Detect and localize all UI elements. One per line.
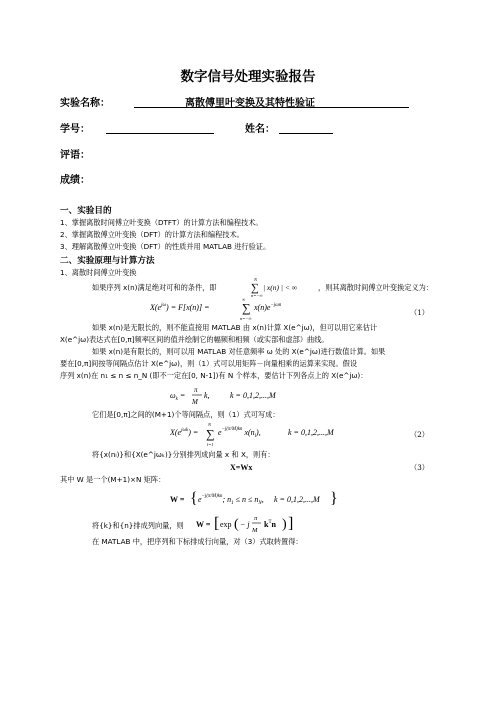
score-label: 成绩： <box>60 175 90 186</box>
svg-text:| x(n) | < ∞: | x(n) | < ∞ <box>263 283 298 292</box>
equation-w-vector <box>196 511 306 537</box>
svg-text:M: M <box>252 527 258 534</box>
svg-text:(: ( <box>234 517 239 532</box>
svg-text:}: } <box>330 490 338 507</box>
objective-item-3: 3、理解离散傅立叶变换（DFT）的性质并用 MATLAB 进行验证。 <box>60 242 271 251</box>
svg-text:k = 0,1,2,...,M: k = 0,1,2,...,M <box>288 428 334 437</box>
svg-text:∑: ∑ <box>251 282 259 294</box>
paragraph-3-line-2: 要在[0,π]间按等间隔点估计 X(e^jω)，则（1）式可以用矩阵－向量相乘的运算来实现。假设 <box>60 359 358 368</box>
svg-text:X(ejωk) =: $X(e^{j\omega k})$ = <box>170 428 199 437</box>
svg-text:[: [ <box>214 515 220 532</box>
paragraph-6: 其中 W 是一个(M+1)×N 矩阵： <box>60 475 166 484</box>
svg-text:kTn: $k^Tn$ <box>264 520 276 529</box>
svg-text:n=−∞: n=−∞ <box>240 316 252 321</box>
svg-text:l=1: l=1 <box>207 442 214 447</box>
svg-text:k,: k, <box>204 391 210 400</box>
paragraph-2-line-2: X(e^jω)表达式在[0,π]频率区间的值并绘制它的幅频和相频（或实部和虚部）曲线。 <box>60 335 329 344</box>
svg-text:N: N <box>208 422 212 427</box>
svg-text:M: M <box>192 398 198 406</box>
svg-text:x(n)e−jωn: $x(n)e^{-j\omega n}$ <box>254 303 282 312</box>
svg-text:ωk =: $\omega_k$ = <box>170 391 186 402</box>
svg-text:∑: ∑ <box>206 427 215 441</box>
svg-text:exp: exp <box>220 520 232 529</box>
svg-text:π: π <box>254 515 258 522</box>
svg-text:− j: − j <box>240 520 250 529</box>
paragraph-4: 它们是[0,π]之间的(M+1)个等间隔点，则（1）式可写成： <box>92 410 280 419</box>
svg-text:∑: ∑ <box>242 301 251 315</box>
paragraph-5: 将{x(nₗ)}和{X(e^jωₖ)}分别排列成向量 x 和 X，则有： <box>92 450 275 459</box>
equation-1 <box>150 296 300 322</box>
equation-w-matrix <box>170 486 340 512</box>
svg-text:n=−∞: n=−∞ <box>251 293 263 298</box>
svg-text:k = 0,1,2,...,M: k = 0,1,2,...,M <box>230 391 276 400</box>
student-id-label: 学号： <box>60 124 90 135</box>
experiment-name-value: 离散傅里叶变换及其特性验证 <box>185 98 315 109</box>
svg-text:W =: W = <box>170 495 185 504</box>
equation-3: X=Wx <box>230 463 253 472</box>
section-1-heading: 一、实验目的 <box>60 206 112 216</box>
absolute-summability-formula <box>251 276 321 298</box>
paragraph-1b: ，则其离散时间傅立叶变换定义为： <box>318 283 434 292</box>
equation-2-number: （2） <box>410 430 429 439</box>
svg-text:W =: W = <box>196 520 211 529</box>
paragraph-2-line-1: 如果 x(n)是无限长的，则不能直接用 MATLAB 由 x(n)计算 X(e^jω)，但可以用它来估计 <box>92 323 378 332</box>
svg-text:∞: ∞ <box>242 297 246 302</box>
page-title: 数字信号处理实验报告 <box>180 69 316 85</box>
paragraph-3-line-3: 序列 x(n)在 n₁ ≤ n ≤ n_N (即不一定在[0, N-1])有 N 个样本，要估计下列各点上的 X(e^jω)： <box>60 371 368 380</box>
comment-label: 评语： <box>60 150 90 161</box>
experiment-name-underline <box>134 107 409 108</box>
svg-text:{: { <box>190 490 198 507</box>
equation-2 <box>170 420 340 448</box>
svg-text:]: ] <box>288 515 294 532</box>
objective-item-1: 1、掌握离散时间傅立叶变换（DTFT）的计算方法和编程技术。 <box>60 218 263 227</box>
paragraph-8: 在 MATLAB 中，把序列和下标排成行向量，对（3）式取转置得： <box>92 537 303 546</box>
svg-text:π: π <box>194 386 198 394</box>
svg-text:e−j(π/M)kn; n1 ≤ n ≤ nN,: $e^{-j(\pi/M)kn}$; $n_1 \le n \le n_N$, <box>198 494 264 506</box>
svg-text:k = 0,1,2,...,M: k = 0,1,2,...,M <box>274 495 320 504</box>
svg-text:X(ejω) = F[x(n)] =: $X(e^{j\omega}) = F[x(n)]$ = <box>150 303 210 312</box>
paragraph-3-line-1: 如果 x(n)是有限长的，则可以用 MATLAB 对任意频率 ω 处的 X(e^jω)进行数值计算。如果 <box>92 347 386 356</box>
paragraph-7a: 将{k}和{n}排成列向量，则 <box>92 521 184 530</box>
svg-text:e−j(π/M)kn x(nl),: $e^{-j(\pi/M)kn}$ $x(n_l)$, <box>218 427 261 439</box>
equation-1-number: （1） <box>410 308 429 317</box>
paragraph-1a: 如果序列 x(n)满足绝对可和的条件，即 <box>92 283 217 292</box>
student-id-underline <box>106 133 214 134</box>
svg-text:N: N <box>254 277 258 282</box>
subsection-dtft: 1、离散时间傅立叶变换 <box>60 268 137 277</box>
experiment-name-label: 实验名称： <box>60 98 110 109</box>
objective-item-2: 2、掌握离散傅立叶变换（DFT）的计算方法和编程技术。 <box>60 230 244 239</box>
svg-text:): ) <box>282 517 287 532</box>
equation-3-number: （3） <box>410 463 429 472</box>
section-2-heading: 二、实验原理与计算方法 <box>60 256 155 266</box>
student-name-underline <box>279 133 333 134</box>
student-name-label: 姓名： <box>245 124 275 135</box>
equation-omega-k <box>170 383 330 409</box>
